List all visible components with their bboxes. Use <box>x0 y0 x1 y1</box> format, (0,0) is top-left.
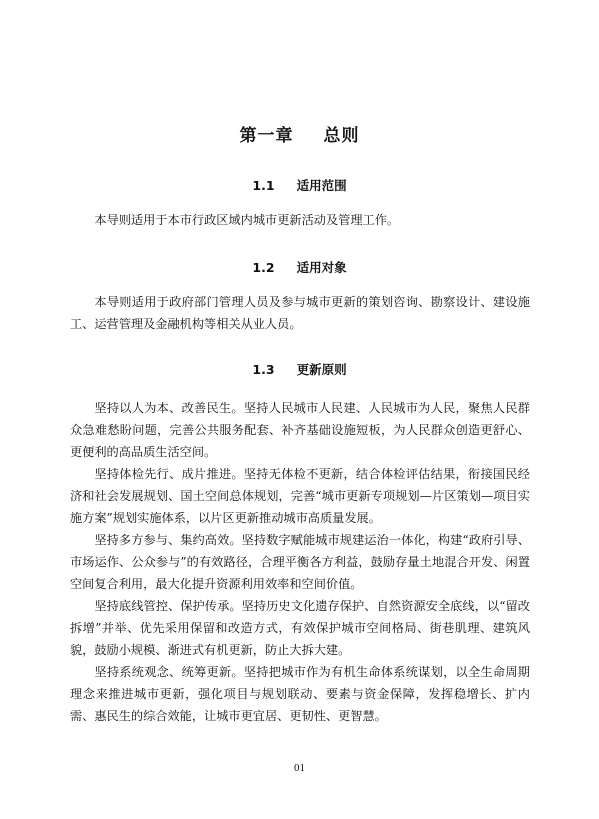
page-number: 01 <box>294 762 305 774</box>
paragraph-principle-4: 坚持底线管控、保护传承。坚持历史文化遗存保护、自然资源安全底线，以“留改拆增”并举、优先采用保留和改造方式，有效保护城市空间格局、街巷肌理、建筑风貌，鼓励小规模、渐进式有机更新，防止大拆大建。 <box>70 599 530 657</box>
section-title: 更新原则 <box>296 362 347 377</box>
chapter-number: 第一章 <box>239 126 294 146</box>
paragraph-scope: 本导则适用于本市行政区域内城市更新活动及管理工作。 <box>94 213 400 227</box>
paragraph-principle-5: 坚持系统观念、统筹更新。坚持把城市作为有机生命体系统谋划，以全生命周期理念来推进城市更新，强化项目与规划联动、要素与资金保障，发挥稳增长、扩内需、惠民生的综合效能，让城市更宜居、更韧性、更智慧。 <box>70 665 530 723</box>
section-heading-1-2 <box>0 258 599 276</box>
section-heading-1-3 <box>0 360 599 378</box>
paragraph-principle-2: 坚持体检先行、成片推进。坚持无体检不更新，结合体检评估结果，衔接国民经济和社会发展规划、国土空间总体规划，完善“城市更新专项规划—片区策划—项目实施方案”规划实施体系，以片区更新推动城市高质量发展。 <box>70 467 530 525</box>
section-number: 1.3 <box>252 362 275 377</box>
chapter-title <box>0 121 599 146</box>
section-number: 1.1 <box>252 178 275 193</box>
section-title: 适用对象 <box>296 260 347 275</box>
paragraph-principle-3: 坚持多方参与、集约高效。坚持数字赋能城市规建运治一体化，构建“政府引导、市场运作、公众参与”的有效路径，合理平衡各方利益，鼓励存量土地混合开发、闲置空间复合利用，最大化提升资源利用效率和空间价值。 <box>70 533 530 591</box>
paragraph-principle-1: 坚持以人为本、改善民生。坚持人民城市人民建、人民城市为人民，聚焦人民群众急难愁盼问题，完善公共服务配套、补齐基础设施短板，为人民群众创造更舒心、更便利的高品质生活空间。 <box>70 401 530 459</box>
chapter-name: 总则 <box>323 126 360 146</box>
section-heading-1-1 <box>0 176 599 194</box>
paragraph-audience: 本导则适用于政府部门管理人员及参与城市更新的策划咨询、勘察设计、建设施工、运营管理及金融机构等相关从业人员。 <box>70 295 530 331</box>
section-title: 适用范围 <box>296 178 347 193</box>
section-number: 1.2 <box>252 260 275 275</box>
